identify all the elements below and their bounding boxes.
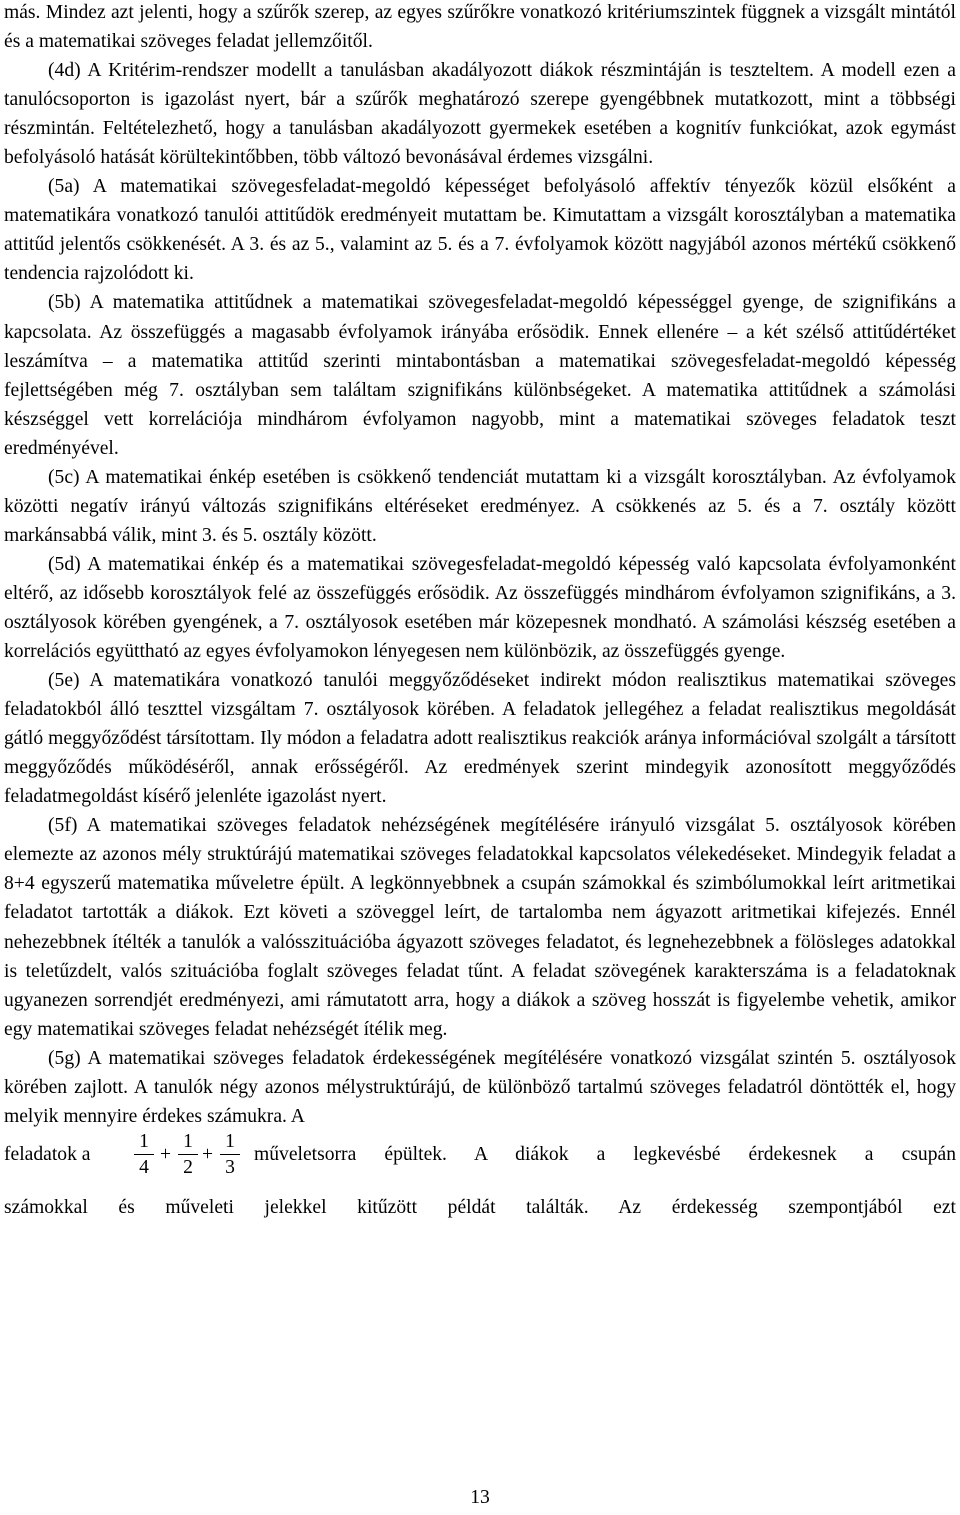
fraction-denominator: 4 — [139, 1156, 149, 1178]
fraction-bar — [134, 1154, 154, 1155]
formula-prefix: feladatok a — [4, 1143, 91, 1165]
paragraph-5d: (5d) A matematikai énkép és a matematikai szövegesfeladat-megoldó képesség való kapcsolata évfolyamonként eltérő, az idősebb korosztályok felé az összefüggés erősödik. Az összefüggés mindhárom évfolyamon szignifikáns, a 3. osztályosok körében gyengének, a 7. osztályosok esetében már közepesnek mondható. A számolási készség esetében a korrelációs együttható az egyes évfolyamokon lényegesen nem különbözik, az összefüggés gyenge. — [4, 553, 956, 663]
paragraph-5g: (5g) A matematikai szöveges feladatok érdekességének megítélésére vonatkozó vizsgálat szintén 5. osztályosok körében zajlott. A tanulók négy azonos mélystruktúrájú, de különböző tartalmú szöveges feladatról döntötték el, hogy melyik mennyire érdekes számukra. A — [4, 1047, 956, 1127]
plus-sign: + — [202, 1143, 214, 1165]
fraction-bar — [220, 1154, 240, 1155]
plus-sign: + — [160, 1143, 172, 1165]
formula-line — [4, 1131, 956, 1181]
paragraph-5g-continued: számokkal és műveleti jelekkel kitűzött példát találták. Az érdekesség szempontjából ezt — [4, 1196, 956, 1218]
fraction-numerator: 1 — [139, 1130, 149, 1152]
fraction-one-quarter — [134, 1131, 154, 1179]
fraction-numerator: 1 — [225, 1130, 235, 1152]
paragraph-5c: (5c) A matematikai énkép esetében is csökkenő tendenciát mutattam ki a vizsgált korosztályban. Az évfolyamok közötti negatív irányú változás szignifikáns eltéréseket eredményez. A csökkenés az 5. és a 7. osztály között markánsabbá válik, mint 3. és 5. osztály között. — [4, 466, 956, 546]
fraction-one-third — [220, 1131, 240, 1179]
paragraph-intro: más. Mindez azt jelenti, hogy a szűrők szerep, az egyes szűrőkre vonatkozó kritériumszintek függnek a vizsgált mintától és a matematikai szöveges feladat jellemzőitől. — [4, 2, 956, 53]
fraction-one-half — [178, 1131, 198, 1179]
formula-suffix: műveletsorra épültek. A diákok a legkevésbé érdekesnek a csupán — [254, 1143, 956, 1165]
paragraph-5a: (5a) A matematikai szövegesfeladat-megoldó képességet befolyásoló affektív tényezők közül elsőként a matematikára vonatkozó tanulói attitűdök eredményeit mutattam be. Kimutattam a vizsgált korosztályban a matematika attitűd jelentős csökkenését. A 3. és az 5., valamint az 5. és a 7. évfolyamok között nagyjából azonos mértékű csökkenő tendencia rajzolódott ki. — [4, 176, 956, 285]
paragraph-4d: (4d) A Kritérim-rendszer modellt a tanulásban akadályozott diákok részmintáján is teszteltem. A modell ezen a tanulócsoporton is igazolást nyert, bár a szűrők meghatározó szerepe gyengébbnek mutatkozott, mint a többségi részmintán. Feltételezhető, hogy a tanulásban akadályozott gyermekek esetében a kognitív funkciókat, azok egymást befolyásoló hatását körültekintőbben, több változó bevonásával érdemes vizsgálni. — [4, 60, 956, 169]
fraction-denominator: 2 — [183, 1156, 193, 1178]
page-number: 13 — [470, 1487, 490, 1508]
paragraph-5b: (5b) A matematika attitűdnek a matematikai szövegesfeladat-megoldó képességgel gyenge, de szignifikáns a kapcsolata. Az összefüggés a magasabb évfolyamok irányába erősödik. Ennek ellenére – a két szélső attitűdértéket leszámítva – a matematika attitűd szerinti mintabontásban a matematikai szövegesfeladat-megoldó képesség fejlettségében még 7. osztályban sem találtam szignifikáns különbségeket. A matematika attitűdnek a számolási készséggel vett korrelációja mindhárom évfolyamon nagyobb, mint a matematikai szöveges feladatok teszt eredményével. — [4, 292, 956, 459]
document-page — [4, 0, 956, 1222]
paragraph-5f: (5f) A matematikai szöveges feladatok nehézségének megítélésére irányuló vizsgálat 5. osztályosok körében elemezte az azonos mély struktúrájú matematikai szöveges feladatokkal kapcsolatos vélekedéseket. Mindegyik feladat a 8+4 egyszerű matematika műveletre épült. A legkönnyebbnek a csupán számokkal és szimbólumokkal leírt aritmetikai feladatot tartották a diákok. Ezt követi a szöveggel leírt, de tartalomba nem ágyazott aritmetikai kifejezés. Ennél nehezebbnek ítélték a tanulók a valósszituációba ágyazott szöveges feladatot, és legnehezebbnek a fölösleges adatokkal is teletűzdelt, valós szituációba foglalt szöveges feladat tűnt. A feladat szövegének karakterszáma is a feladatoknak ugyanezen sorrendjét eredményezi, ami rámutatott arra, hogy a diákok a szöveg hosszát is figyelembe vehetik, amikor egy matematikai szöveges feladat nehézségét ítélik meg. — [4, 815, 956, 1040]
paragraph-5e: (5e) A matematikára vonatkozó tanulói meggyőződéseket indirekt módon realisztikus matematikai szöveges feladatokból álló teszttel vizsgáltam 7. osztályosok körében. A feladatok jellegéhez a feladat realisztikus megoldását gátló meggyőződést társítottam. Ily módon a feladatra adott realisztikus reakciók aránya információval szolgált a társított meggyőződés működéséről, annak erősségéről. Az eredmények szerint mindegyik azonosított meggyőződés feladatmegoldást kísérő jelenléte igazolást nyert. — [4, 670, 956, 808]
fraction-numerator: 1 — [183, 1130, 193, 1152]
fraction-bar — [178, 1154, 198, 1155]
fraction-denominator: 3 — [225, 1156, 235, 1178]
